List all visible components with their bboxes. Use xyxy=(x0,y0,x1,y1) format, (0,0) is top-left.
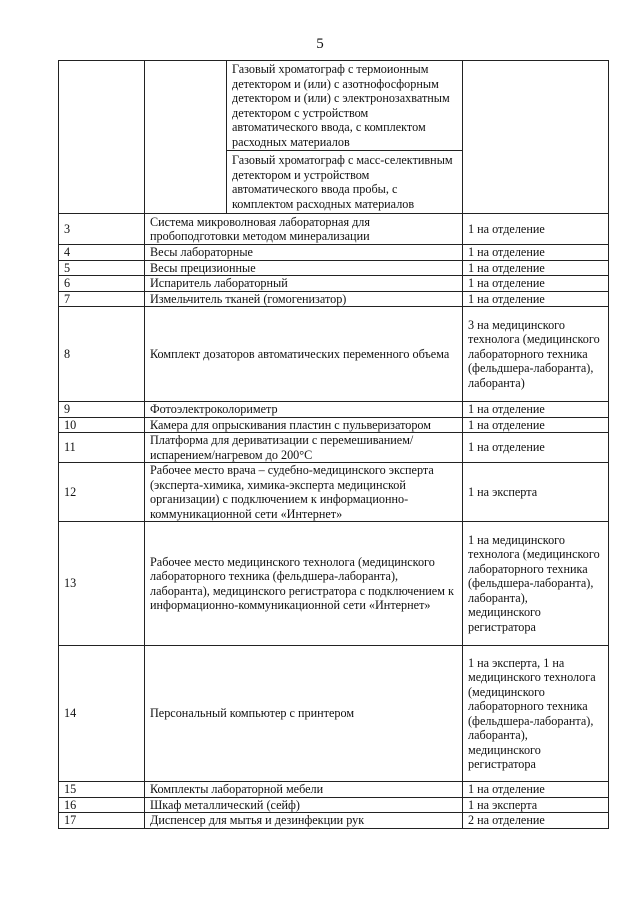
equipment-quantity: 1 на отделение xyxy=(463,782,609,798)
table-row xyxy=(59,260,609,276)
equipment-quantity: 1 на отделение xyxy=(463,417,609,433)
row-number: 7 xyxy=(59,291,145,307)
table-row xyxy=(59,61,609,151)
table-row xyxy=(59,245,609,261)
equipment-quantity: 1 на отделение xyxy=(463,214,609,245)
equipment-name: Весы лабораторные xyxy=(145,245,463,261)
equipment-name: Газовый хроматограф с масс-селективным детектором и устройством автоматического ввода пробы, с комплектом расходных материалов xyxy=(227,151,463,214)
equipment-name: Газовый хроматограф с термоионным детектором и (или) с азотнофосфорным детектором и (или) с электронозахватным детектором с устройством автоматического ввода, с комплектом расходных материалов xyxy=(227,61,463,151)
equipment-quantity: 1 на отделение xyxy=(463,291,609,307)
equipment-name: Платформа для дериватизации с перемешиванием/испарением/нагревом до 200°С xyxy=(145,433,463,463)
table-row xyxy=(59,417,609,433)
equipment-quantity: 1 на эксперта xyxy=(463,797,609,813)
equipment-name: Комплекты лабораторной мебели xyxy=(145,782,463,798)
table-row xyxy=(59,813,609,829)
row-number: 8 xyxy=(59,307,145,402)
table-row xyxy=(59,782,609,798)
empty-sub-cell xyxy=(145,61,227,214)
row-number: 10 xyxy=(59,417,145,433)
equipment-quantity: 1 на эксперта xyxy=(463,463,609,522)
equipment-name: Камера для опрыскивания пластин с пульверизатором xyxy=(145,417,463,433)
table-row xyxy=(59,433,609,463)
empty-number-cell xyxy=(59,61,145,214)
row-number: 4 xyxy=(59,245,145,261)
equipment-table xyxy=(58,60,609,829)
page-number: 5 xyxy=(316,36,324,52)
equipment-quantity: 1 на отделение xyxy=(463,402,609,418)
table-row xyxy=(59,463,609,522)
equipment-name: Фотоэлектроколориметр xyxy=(145,402,463,418)
table-row xyxy=(59,402,609,418)
row-number: 13 xyxy=(59,522,145,646)
equipment-quantity: 2 на отделение xyxy=(463,813,609,829)
empty-qty-cell xyxy=(463,61,609,214)
row-number: 15 xyxy=(59,782,145,798)
row-number: 3 xyxy=(59,214,145,245)
equipment-name: Весы прецизионные xyxy=(145,260,463,276)
table-row xyxy=(59,214,609,245)
row-number: 5 xyxy=(59,260,145,276)
equipment-quantity: 3 на медицинского технолога (медицинского лабораторного техника (фельдшера-лаборанта), лаборанта) xyxy=(463,307,609,402)
row-number: 14 xyxy=(59,646,145,782)
equipment-quantity: 1 на отделение xyxy=(463,245,609,261)
equipment-quantity: 1 на эксперта, 1 на медицинского технолога (медицинского лабораторного техника (фельдшера-лаборанта), лаборанта), медицинского регистратора xyxy=(463,646,609,782)
table-row xyxy=(59,307,609,402)
equipment-name: Персональный компьютер с принтером xyxy=(145,646,463,782)
equipment-quantity: 1 на медицинского технолога (медицинского лабораторного техника (фельдшера-лаборанта), лаборанта), медицинского регистратора xyxy=(463,522,609,646)
equipment-name: Рабочее место медицинского технолога (медицинского лабораторного техника (фельдшера-лаборанта), лаборанта), медицинского регистратора с подключением к информационно-коммуникационной сети «Интернет» xyxy=(145,522,463,646)
row-number: 9 xyxy=(59,402,145,418)
row-number: 16 xyxy=(59,797,145,813)
table-row xyxy=(59,291,609,307)
row-number: 11 xyxy=(59,433,145,463)
row-number: 12 xyxy=(59,463,145,522)
table-row xyxy=(59,797,609,813)
equipment-quantity: 1 на отделение xyxy=(463,276,609,292)
table-row xyxy=(59,276,609,292)
equipment-quantity: 1 на отделение xyxy=(463,433,609,463)
equipment-name: Диспенсер для мытья и дезинфекции рук xyxy=(145,813,463,829)
row-number: 6 xyxy=(59,276,145,292)
equipment-name: Система микроволновая лабораторная для пробоподготовки методом минерализации xyxy=(145,214,463,245)
equipment-name: Измельчитель тканей (гомогенизатор) xyxy=(145,291,463,307)
equipment-name: Испаритель лабораторный xyxy=(145,276,463,292)
table-row xyxy=(59,646,609,782)
equipment-quantity: 1 на отделение xyxy=(463,260,609,276)
table-row xyxy=(59,522,609,646)
equipment-name: Рабочее место врача – судебно-медицинского эксперта (эксперта-химика, химика-эксперта медицинской организации) с подключением к информационно-коммуникационной сети «Интернет» xyxy=(145,463,463,522)
equipment-name: Шкаф металлический (сейф) xyxy=(145,797,463,813)
equipment-name: Комплект дозаторов автоматических переменного объема xyxy=(145,307,463,402)
row-number: 17 xyxy=(59,813,145,829)
